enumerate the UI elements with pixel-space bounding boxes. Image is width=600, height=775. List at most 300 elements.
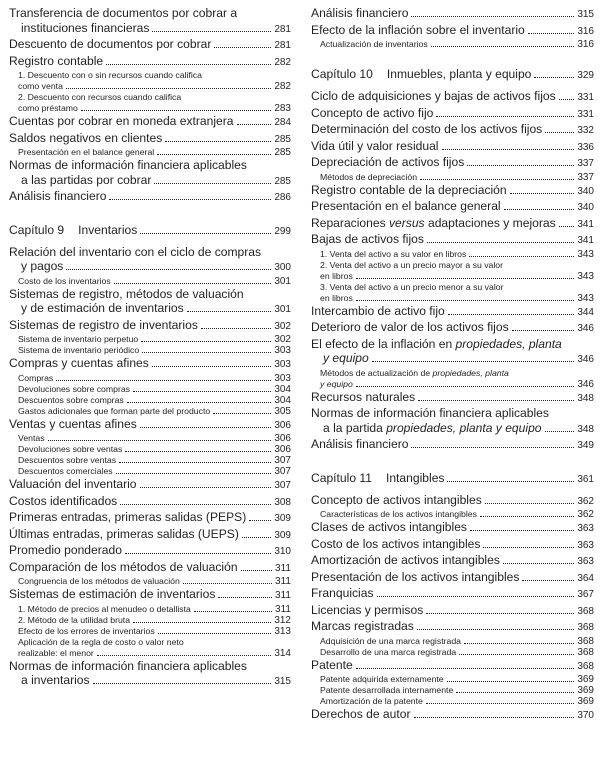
dot-leader	[93, 683, 272, 684]
toc-entry-costos-identificados[interactable]	[9, 494, 291, 511]
dot-leader	[127, 402, 272, 403]
toc-entry-presentacion-intangibles[interactable]	[311, 570, 594, 587]
chapter-title: Intangibles	[385, 470, 445, 485]
page-number: 304	[274, 394, 291, 406]
dot-leader	[133, 391, 271, 392]
toc-entry-title: Amortización de la patente	[320, 696, 423, 706]
toc-entry-analisis-financiero[interactable]	[311, 437, 594, 454]
page-number: 309	[274, 529, 291, 541]
page-number: 282	[274, 56, 291, 68]
toc-subentry-line: 2. Venta del activo a un precio mayor a su valor	[320, 259, 504, 270]
toc-entry-title: y pagos	[21, 259, 64, 273]
dot-leader	[426, 613, 574, 614]
toc-entry-title: Sistemas de registro de inventarios	[9, 317, 198, 332]
dot-leader	[545, 132, 574, 133]
toc-subentry-patente-adquirida[interactable]	[311, 674, 594, 685]
page-number: 346	[577, 378, 594, 390]
dot-leader	[426, 703, 574, 704]
page-number: 362	[577, 495, 594, 507]
page-number: 348	[577, 423, 594, 435]
toc-entry-normas-inv-line1: Normas de información financiera aplicables	[9, 658, 247, 673]
toc-entry-title: Compras y cuentas afines	[9, 356, 149, 370]
toc-entry-normas-line1: Normas de información financiera aplicables	[9, 158, 247, 172]
toc-right-column	[311, 6, 594, 724]
dot-leader	[485, 503, 575, 504]
chapter-label: Capítulo 10	[311, 67, 373, 81]
page-number: 370	[577, 710, 594, 721]
toc-entry-title: Saldos negativos en clientes	[9, 130, 163, 145]
toc-entry-title: Costo de los activos intangibles	[311, 536, 481, 551]
toc-entry-title: Descuento de documentos por cobrar	[9, 37, 212, 51]
chapter-label: Capítulo 9	[9, 222, 65, 237]
page-number: 329	[577, 70, 594, 81]
page-number: 306	[274, 444, 291, 455]
dot-leader	[142, 352, 271, 353]
page-number: 315	[274, 676, 291, 687]
page-number: 316	[577, 39, 594, 50]
toc-entry-costo-intangibles[interactable]	[311, 537, 594, 554]
toc-entry-title: Amortización de activos intangibles	[311, 553, 500, 567]
toc-entry-relacion-line1: Relación del inventario con el ciclo de compras	[9, 244, 262, 259]
toc-entry-title: Congruencia de los métodos de valuación	[18, 576, 180, 586]
page-number: 340	[577, 202, 594, 213]
toc-entry-normas-propiedades[interactable]	[311, 421, 594, 438]
dot-leader	[109, 199, 271, 200]
toc-entry-ueps[interactable]	[9, 527, 291, 544]
toc-subentry-descuentos-comerciales[interactable]	[9, 466, 291, 477]
page-number: 285	[274, 133, 291, 145]
toc-subentry-adquisicion-marca[interactable]	[311, 636, 594, 647]
dot-leader	[154, 183, 271, 184]
toc-subentry-metodos-actualizacion[interactable]	[311, 379, 594, 390]
dot-leader	[119, 462, 271, 463]
page-number: 368	[577, 660, 594, 672]
toc-subentry-periodico[interactable]	[9, 345, 291, 356]
toc-entry-title: 1. Método de precios al menudeo o detallista	[18, 603, 191, 614]
dot-leader	[414, 717, 575, 718]
toc-entry-analisis-inv[interactable]	[311, 6, 594, 23]
toc-entry-ventas-cuentas[interactable]	[9, 417, 291, 434]
dot-leader	[427, 242, 574, 243]
toc-subentry-compras[interactable]	[9, 373, 291, 384]
toc-entry-valuacion[interactable]	[9, 477, 291, 494]
toc-entry-title: Presentación de los activos intangibles	[311, 569, 520, 584]
dot-leader	[545, 431, 575, 432]
toc-entry-intercambio[interactable]	[311, 304, 594, 321]
toc-entry-concepto-intangibles[interactable]	[311, 493, 594, 510]
toc-entry-promedio[interactable]	[9, 543, 291, 560]
page-number: 311	[275, 603, 291, 615]
dot-leader	[249, 520, 271, 521]
dot-leader	[183, 583, 272, 584]
page-number: 283	[274, 103, 291, 114]
dot-leader	[512, 330, 575, 331]
dot-leader	[559, 226, 575, 227]
page-number: 348	[577, 392, 594, 404]
dot-leader	[66, 269, 271, 270]
toc-entry-analisis[interactable]	[9, 189, 291, 206]
page-number: 364	[577, 572, 594, 584]
page-number: 368	[577, 622, 594, 633]
chapter-10-heading[interactable]	[311, 67, 594, 83]
toc-entry-title: Adquisición de una marca registrada	[320, 635, 462, 646]
toc-subentry-gastos-adicionales[interactable]	[9, 406, 291, 417]
toc-entry-title: Últimas entradas, primeras salidas (UEPS)	[9, 526, 239, 541]
dot-leader	[152, 31, 271, 32]
dot-leader	[420, 179, 574, 180]
dot-leader	[97, 655, 272, 656]
toc-entry-vida-util[interactable]	[311, 139, 594, 156]
toc-entry-title: Sistema de inventario periódico	[18, 345, 140, 355]
page-number: 344	[577, 306, 594, 318]
toc-entry-title: en libros	[320, 270, 353, 281]
toc-entry-title: y equipo	[323, 351, 369, 365]
chapter-title: Inmuebles, planta y equipo	[386, 67, 532, 81]
toc-entry-title: Sistemas de estimación de inventarios	[9, 587, 216, 601]
dot-leader	[140, 487, 272, 488]
toc-subentry-amortizacion-patente[interactable]	[311, 696, 594, 707]
toc-entry-title: Derechos de autor	[311, 707, 411, 721]
dot-leader	[106, 64, 271, 65]
toc-subentry-metodo-utilidad[interactable]	[9, 615, 291, 626]
page-number: 340	[577, 185, 594, 197]
toc-entry-title: Registro contable	[9, 53, 104, 68]
page-number: 331	[577, 108, 594, 120]
toc-entry-title: Reparaciones versus adaptaciones y mejoras	[311, 215, 556, 230]
toc-entry-title: Deterioro de valor de los activos fijos	[311, 320, 509, 334]
toc-entry-sistemas-line1: Sistemas de registro, métodos de valuación	[9, 286, 244, 301]
page-number: 285	[274, 147, 291, 158]
toc-subentry-line: Métodos de actualización de propiedades, planta	[320, 367, 509, 378]
dot-leader	[152, 366, 271, 367]
toc-entry-title: Franquicias	[311, 586, 374, 600]
toc-entry-title: Ventas	[18, 433, 45, 443]
dot-leader	[158, 633, 272, 634]
dot-leader	[125, 553, 271, 554]
toc-subentry-descuentos-ventas[interactable]	[9, 455, 291, 466]
page-number: 309	[274, 513, 291, 524]
toc-entry-clases-intangibles[interactable]	[311, 520, 594, 537]
page-number: 315	[577, 9, 594, 20]
page-number: 302	[274, 334, 291, 345]
dot-leader	[218, 597, 272, 598]
toc-entry-marcas[interactable]	[311, 619, 594, 636]
dot-leader	[503, 563, 574, 564]
page-number: 302	[274, 320, 291, 332]
page-number: 346	[577, 323, 594, 334]
page-number: 346	[577, 354, 594, 365]
page-number: 307	[274, 455, 291, 466]
dot-leader	[120, 504, 271, 505]
toc-subentry-patente-desarrollada[interactable]	[311, 685, 594, 696]
page-number: 284	[274, 117, 291, 128]
page-number: 305	[274, 405, 291, 417]
toc-subentry-descuentos-compras[interactable]	[9, 395, 291, 406]
toc-subentry-metodos-depreciacion[interactable]	[311, 172, 594, 183]
page-number: 282	[274, 81, 291, 92]
dot-leader	[201, 328, 271, 329]
toc-entry-title: y equipo	[320, 378, 353, 389]
toc-entry-estimacion[interactable]	[9, 587, 291, 604]
page-number: 311	[275, 590, 291, 601]
toc-subentry-ventas[interactable]	[9, 433, 291, 444]
toc-subentry-venta-valor-libros[interactable]	[311, 249, 594, 260]
page-number: 336	[577, 141, 594, 153]
dot-leader	[510, 193, 575, 194]
page-number: 312	[274, 614, 291, 626]
dot-leader	[504, 209, 575, 210]
toc-subentry-caracteristicas[interactable]	[311, 509, 594, 520]
page-number: 311	[275, 576, 291, 587]
toc-subentry-congruencia[interactable]	[9, 576, 291, 587]
toc-entry-title: Análisis financiero	[9, 189, 107, 203]
dot-leader	[237, 124, 272, 125]
toc-entry-title: Descuentos sobre compras	[18, 394, 124, 405]
toc-entry-registro-contable[interactable]	[9, 54, 291, 71]
toc-subentry-presentacion[interactable]	[9, 147, 291, 158]
toc-entry-title: Actualización de inventarios	[320, 39, 428, 49]
toc-entry-title: Registro contable de la depreciación	[311, 182, 507, 197]
dot-leader	[356, 278, 574, 279]
toc-subentry-descuento-venta[interactable]	[9, 81, 291, 92]
chapter-11-heading[interactable]	[311, 471, 594, 487]
page-number: 343	[577, 270, 594, 282]
dot-leader	[417, 629, 574, 630]
toc-subentry-descuento-prestamo[interactable]	[9, 103, 291, 114]
toc-entry-determinacion[interactable]	[311, 122, 594, 139]
dot-leader	[140, 233, 271, 234]
toc-entry-ciclo[interactable]	[311, 89, 594, 106]
toc-entry-title: a la partida propiedades, planta y equipo	[323, 420, 542, 435]
page-number: 343	[577, 292, 594, 304]
page-number: 369	[577, 696, 594, 707]
page-number: 285	[274, 175, 291, 187]
toc-entry-concepto-activo[interactable]	[311, 106, 594, 123]
dot-leader	[522, 580, 574, 581]
toc-subentry-costo-inventarios[interactable]	[9, 276, 291, 287]
toc-entry-title: Efecto de los errores de inventarios	[18, 625, 155, 636]
toc-entry-sistemas[interactable]	[9, 301, 291, 318]
dot-leader	[187, 311, 272, 312]
dot-leader	[141, 341, 271, 342]
toc-entry-title: realizable: el menor	[18, 647, 94, 658]
toc-subentry-venta-precio-menor[interactable]	[311, 293, 594, 304]
dot-leader	[116, 473, 272, 474]
toc-entry-franquicias[interactable]	[311, 586, 594, 603]
dot-leader	[140, 427, 272, 428]
dot-leader	[528, 33, 575, 34]
page-number: 313	[274, 625, 291, 637]
toc-entry-title: Ciclo de adquisiciones y bajas de activos fijos	[311, 89, 556, 103]
page-number: 368	[577, 635, 594, 647]
toc-entry-title: Costos identificados	[9, 493, 118, 508]
toc-entry-amortizacion-intangibles[interactable]	[311, 553, 594, 570]
page-number: 349	[577, 440, 594, 451]
toc-entry-comparacion[interactable]	[9, 560, 291, 577]
toc-entry-title: como préstamo	[18, 103, 78, 113]
toc-entry-title: Primeras entradas, primeras salidas (PEPS)	[9, 510, 247, 524]
page-number: 337	[577, 171, 594, 183]
chapter-title: Inventarios	[78, 222, 138, 237]
toc-entry-title: como venta	[18, 81, 63, 91]
dot-leader	[469, 256, 574, 257]
dot-leader	[48, 440, 272, 441]
toc-entry-title: Determinación del costo de los activos fijos	[311, 122, 543, 136]
toc-entry-compras-cuentas[interactable]	[9, 356, 291, 373]
dot-leader	[356, 668, 575, 669]
toc-subentry-metodo-menudeo[interactable]	[9, 604, 291, 615]
toc-subentry-aplicacion-regla[interactable]	[9, 648, 291, 659]
page-number: 306	[274, 433, 291, 444]
page-number: 337	[577, 158, 594, 169]
page-number: 301	[274, 275, 291, 287]
dot-leader	[372, 361, 575, 362]
page-number: 299	[274, 225, 291, 237]
toc-entry-title: en libros	[320, 292, 353, 303]
toc-entry-title: Concepto de activo fijo	[311, 105, 434, 120]
toc-subentry-perpetuo[interactable]	[9, 334, 291, 345]
toc-entry-title: 1. Venta del activo a su valor en libros	[320, 248, 467, 259]
toc-entry-title: Devoluciones sobre compras	[18, 383, 131, 394]
toc-entry-title: Descuentos comerciales	[18, 466, 113, 476]
toc-entry-recursos-naturales[interactable]	[311, 390, 594, 407]
toc-entry-sistemas-registro[interactable]	[9, 318, 291, 335]
dot-leader	[125, 451, 271, 452]
toc-entry-peps[interactable]	[9, 510, 291, 527]
page-number: 341	[577, 235, 594, 246]
toc-entry-title: Comparación de los métodos de valuación	[9, 559, 238, 574]
page-number: 303	[274, 359, 291, 370]
toc-entry-title: Presentación en el balance general	[311, 199, 501, 213]
toc-entry-title: Descuentos sobre ventas	[18, 455, 117, 465]
page-number: 310	[274, 546, 291, 557]
chapter-label: Capítulo 11	[311, 470, 372, 485]
dot-leader	[448, 314, 575, 315]
toc-entry-normas-inventarios[interactable]	[9, 673, 291, 690]
page-number: 343	[577, 248, 594, 260]
toc-entry-title: a las partidas por cobrar	[21, 172, 152, 187]
chapter-9-heading[interactable]	[9, 223, 291, 239]
dot-leader	[56, 380, 271, 381]
toc-entry-efecto-inflacion-line1: El efecto de la inflación en propiedades, planta	[311, 336, 562, 351]
toc-entry-title: Cuentas por cobrar en moneda extranjera	[9, 114, 234, 128]
toc-entry-derechos-autor[interactable]	[311, 707, 594, 724]
dot-leader	[464, 643, 574, 644]
page-number: 369	[577, 674, 594, 685]
dot-leader	[411, 16, 574, 17]
toc-entry-title: Recursos naturales	[311, 389, 416, 404]
dot-leader	[559, 99, 575, 100]
toc-entry-title: Patente adquirida externamente	[320, 674, 444, 684]
page-number: 281	[274, 23, 291, 35]
page-number: 307	[274, 480, 291, 491]
toc-entry-title: Compras	[18, 372, 54, 383]
dot-leader	[377, 596, 575, 597]
toc-entry-title: Promedio ponderado	[9, 543, 122, 557]
page-number: 331	[577, 92, 594, 103]
page-number: 306	[274, 419, 291, 431]
page-number: 314	[274, 647, 291, 659]
toc-entry-efecto-inflacion-propiedades[interactable]	[311, 351, 594, 368]
toc-entry-presentacion-balance[interactable]	[311, 199, 594, 216]
dot-leader	[470, 530, 574, 531]
toc-subentry-devoluciones-compras[interactable]	[9, 384, 291, 395]
toc-entry-cuentas-moneda[interactable]	[9, 114, 291, 131]
toc-entry-title: Desarrollo de una marca registrada	[320, 646, 457, 657]
page-number: 303	[274, 345, 291, 356]
page-number: 308	[274, 496, 291, 508]
page-number: 363	[577, 539, 594, 551]
dot-leader	[442, 149, 575, 150]
dot-leader	[157, 154, 271, 155]
toc-subentry-devoluciones-ventas[interactable]	[9, 444, 291, 455]
toc-entry-bajas[interactable]	[311, 232, 594, 249]
toc-entry-title: Depreciación de activos fijos	[311, 155, 465, 169]
toc-left-column	[9, 6, 291, 690]
toc-entry-title: Análisis financiero	[311, 6, 409, 20]
dot-leader	[436, 116, 574, 117]
toc-entry-saldos-negativos[interactable]	[9, 131, 291, 148]
toc-subentry-efecto-errores[interactable]	[9, 626, 291, 637]
toc-entry-depreciacion[interactable]	[311, 155, 594, 172]
page-number: 369	[577, 685, 594, 696]
toc-entry-transferencia[interactable]	[9, 21, 291, 38]
toc-entry-licencias[interactable]	[311, 603, 594, 620]
page-number: 341	[577, 218, 594, 230]
dot-leader	[214, 47, 271, 48]
dot-leader	[447, 481, 574, 482]
dot-leader	[431, 46, 575, 47]
toc-entry-title: Sistema de inventario perpetuo	[18, 334, 139, 344]
toc-entry-title: Presentación en el balance general	[18, 147, 155, 157]
dot-leader	[483, 547, 574, 548]
dot-leader	[242, 537, 271, 538]
page-number: 332	[577, 125, 594, 136]
toc-entry-descuento[interactable]	[9, 37, 291, 54]
dot-leader	[356, 300, 574, 301]
page-number: 363	[577, 523, 594, 534]
toc-entry-title: Patente desarrollada internamente	[320, 685, 454, 695]
page-number: 304	[274, 383, 291, 395]
toc-entry-title: Intercambio de activo fijo	[311, 303, 445, 318]
dot-leader	[467, 165, 574, 166]
toc-entry-patente[interactable]	[311, 658, 594, 675]
toc-entry-relacion[interactable]	[9, 259, 291, 276]
toc-subentry-actualizacion[interactable]	[311, 39, 594, 50]
toc-entry-title: Ventas y cuentas afines	[9, 416, 137, 431]
toc-entry-normas-partidas[interactable]	[9, 173, 291, 190]
toc-entry-title: Efecto de la inflación sobre el inventario	[311, 22, 525, 37]
dot-leader	[459, 654, 574, 655]
toc-entry-title: Valuación del inventario	[9, 477, 137, 491]
dot-leader	[534, 77, 574, 78]
toc-entry-efecto-inflacion-inv[interactable]	[311, 23, 594, 40]
dot-leader	[411, 447, 574, 448]
toc-subentry-desarrollo-marca[interactable]	[311, 647, 594, 658]
toc-subentry-venta-precio-mayor[interactable]	[311, 271, 594, 282]
dot-leader	[213, 413, 271, 414]
dot-leader	[66, 88, 271, 89]
page-number: 363	[577, 556, 594, 567]
toc-entry-title: Licencias y permisos	[311, 602, 424, 617]
toc-entry-registro-depreciacion[interactable]	[311, 183, 594, 200]
toc-entry-deterioro[interactable]	[311, 320, 594, 337]
toc-entry-title: Concepto de activos intangibles	[311, 492, 482, 507]
toc-entry-reparaciones[interactable]	[311, 216, 594, 233]
toc-subentry-line: 2. Descuento con recursos cuando califica	[18, 92, 182, 102]
toc-entry-title: Análisis financiero	[311, 437, 409, 451]
toc-entry-title: Vida útil y valor residual	[311, 138, 439, 153]
